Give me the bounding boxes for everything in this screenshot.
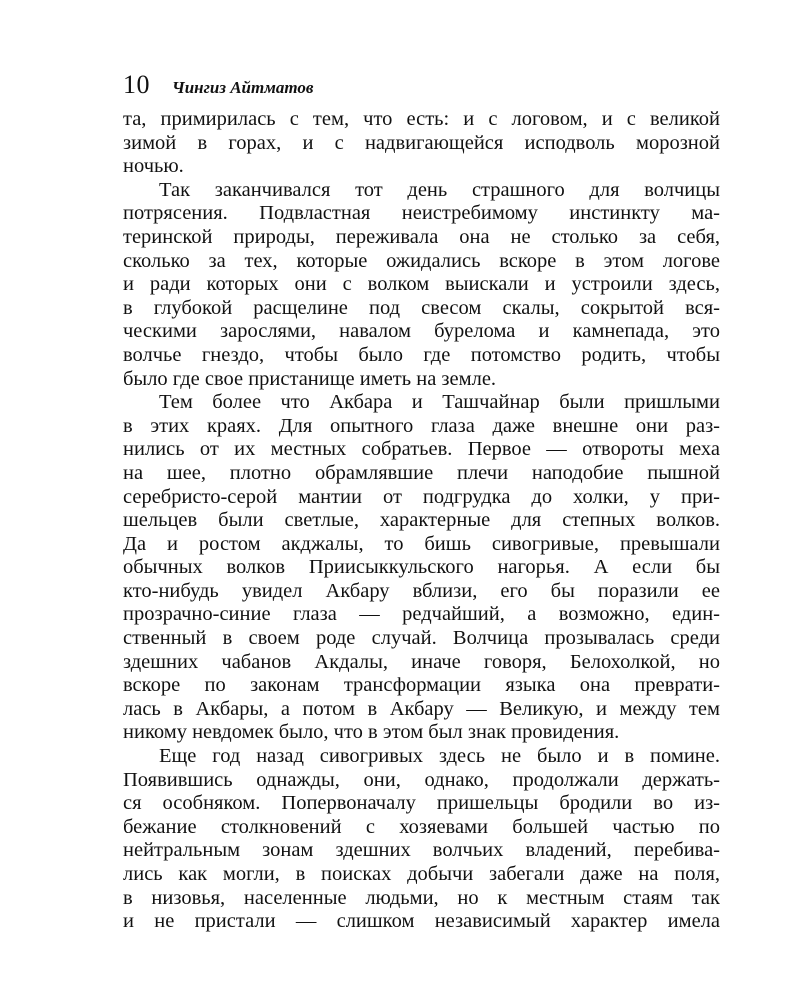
text-line: лись как могли, в поисках добычи забегали даже на поля, (123, 863, 720, 885)
text-line: в низовья, населенные людьми, но к местным стаям так (123, 886, 720, 909)
text-line: та, примирилась с тем, что есть: и с логовом, и с великой (123, 108, 720, 130)
text-line: Еще год назад сивогривых здесь не было и в помине. (159, 745, 720, 768)
text-line: и ради которых они с волком выискали и устроили здесь, (123, 273, 720, 296)
text-line: Тем более что Акбара и Ташчайнар были пришлыми (159, 391, 720, 414)
text-line: нились от их местных собратьев. Первое — отвороты меха (123, 438, 720, 461)
text-line: обычных волков Приисыккульского нагорья. А если бы (123, 556, 720, 579)
text-line: никому невдомек было, что в этом был знак провидения. (123, 721, 620, 744)
text-line: кто-нибудь увидел Акбару вблизи, его бы поразили ее (123, 579, 720, 602)
text-line: бежание столкновений с хозяевами большей частью по (123, 815, 720, 838)
page-number: 10 (123, 70, 150, 99)
text-line: потрясения. Подвластная неистребимому инстинкту ма- (123, 202, 720, 225)
text-line: в глубокой расщелине под свесом скалы, сокрытой вся- (123, 296, 720, 319)
text-line: нейтральным зонам здешних волчьих владений, перебива- (123, 839, 720, 862)
running-head (123, 70, 723, 100)
text-line: серебристо-серой мантии от подгрудка до холки, у при- (123, 485, 720, 508)
text-line: здешних чабанов Акдалы, иначе говоря, Белохолкой, но (123, 650, 720, 673)
text-line: и не пристали — слишком независимый характер имела (123, 910, 720, 933)
text-line: ственный в своем роде случай. Волчица прозывалась среди (123, 627, 720, 650)
text-line: было где свое пристанище иметь на земле. (123, 367, 497, 390)
text-line: сколько за тех, которые ожидались вскоре в этом логове (123, 249, 720, 272)
body-text (123, 108, 720, 934)
running-title: Чингиз Айтматов (172, 78, 314, 97)
text-line: Появившись однажды, они, однако, продолжали держать- (123, 768, 720, 791)
text-line: ся особняком. Попервоначалу пришельцы бродили во из- (123, 792, 720, 815)
text-line: шельцев были светлые, характерные для степных волков. (123, 509, 720, 532)
text-line: прозрачно-синие глаза — редчайший, а возможно, един- (123, 603, 720, 626)
text-line: Да и ростом акджалы, то бишь сивогривые, превышали (123, 532, 720, 555)
text-line: зимой в горах, и с надвигающейся исподволь морозной (123, 131, 720, 154)
text-line: ночью. (123, 155, 184, 178)
text-line: на шее, плотно обрамлявшие плечи наподобие пышной (123, 461, 720, 484)
text-line: ческими зарослями, навалом бурелома и камнепада, это (123, 320, 720, 343)
text-line: волчье гнездо, чтобы было где потомство родить, чтобы (123, 343, 720, 366)
text-line: Так заканчивался тот день страшного для волчицы (159, 178, 720, 201)
text-line: теринской природы, переживала она не столько за себя, (123, 225, 720, 248)
text-line: вскоре по законам трансформации языка она преврати- (123, 674, 720, 697)
text-line: в этих краях. Для опытного глаза даже внешне они раз- (123, 414, 720, 437)
text-line: лась в Акбары, а потом в Акбару — Великую, и между тем (123, 697, 720, 720)
